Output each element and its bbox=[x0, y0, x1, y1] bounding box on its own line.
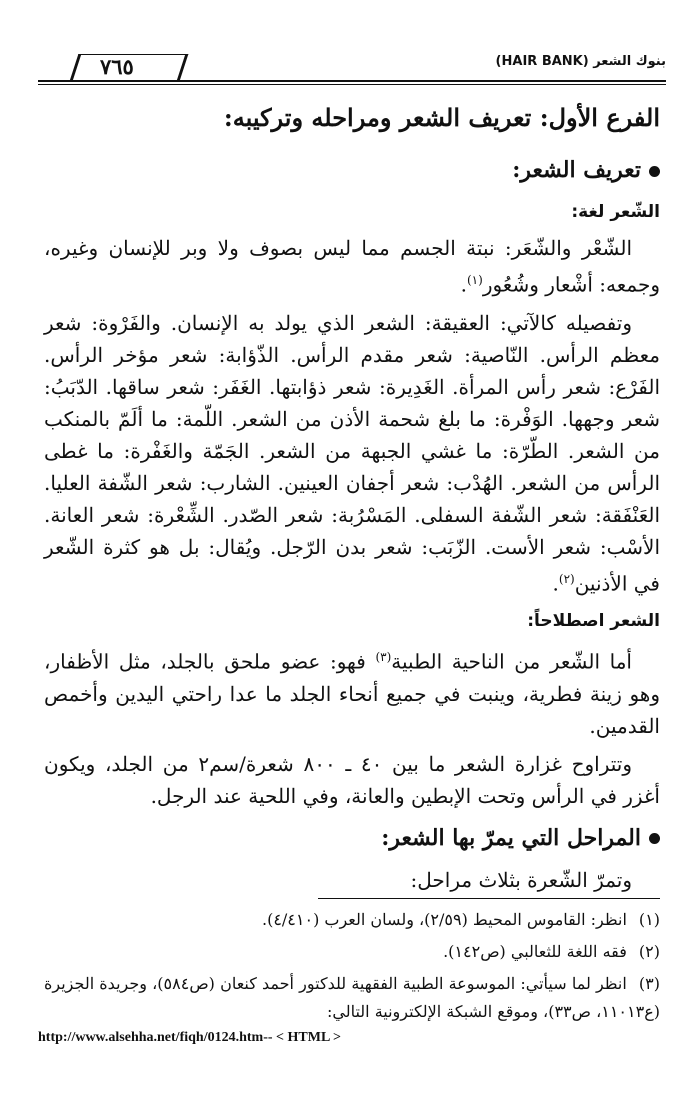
bullet-heading-text: تعريف الشعر: bbox=[512, 157, 641, 183]
footnote-number: (٢) bbox=[638, 942, 660, 961]
paragraph-stages-intro: وتمرّ الشّعرة بثلاث مراحل: bbox=[410, 867, 632, 892]
paragraph-hair-types: وتفصيله كالآتي: العقيقة: الشعر الذي يولد به الإنسان. والفَرْوة: شعر معظم الرأس. النّاصية: شعر مقدم الرأس. الذّؤابة: شعر مؤخر الرأس. الفَرْع: شعر رأس المرأة. الغَدِيرة: شعر ذؤابتها. الغَفَر: شعر ساقها. الدّبَبُ: شعر وجهها. الوَفْرة: ما بلغ شحمة الأذن من الشعر. اللّمة: ما ألَمّ بالمنكب من الشعر. الطّرّة: ما غشي الجبهة من الشعر. الجَمّة والغَفْرة: ما غطى الرأس من الشعر. الهُدْب: شعر أجفان العينين. الشارب: شعر الشّفة العليا. العَنْفَقة: شعر الشّفة السفلى. المَسْرُبة: شعر الصّدر. الشِّعْرة: شعر العانة. الأسْب: شعر الأست. الزّبَب: شعر بدن الرّجل. ويُقال: بل هو كثرة الشّعر في الأذنين$^{(٢)}$. bbox=[44, 310, 660, 596]
footnote-ref-1[interactable]: (١) bbox=[466, 273, 483, 287]
footnote-3 bbox=[44, 970, 660, 1026]
main-text bbox=[44, 96, 660, 902]
footnote-text: فقه اللغة للثعالبي (ص١٤٢). bbox=[443, 942, 627, 961]
page-number: ٧٦٥ bbox=[100, 54, 134, 79]
running-header bbox=[38, 52, 666, 82]
footnotes bbox=[44, 906, 660, 1030]
bullet-heading-definition bbox=[44, 150, 660, 190]
running-title: بنوك الشعر (HAIR BANK) bbox=[495, 54, 666, 69]
footnote-number: (١) bbox=[638, 910, 660, 929]
header-rule bbox=[38, 80, 666, 82]
footnote-text: انظر لما سيأتي: الموسوعة الطبية الفقهية للدكتور أحمد كنعان (ص٥٨٤)، وجريدة الجزيرة (ع١١٠١٣، ص٣٣)، وموقع الشبكة الإلكترونية التالي: bbox=[44, 974, 660, 1021]
paragraph-text: الشّعْر والشّعَر: نبتة الجسم مما ليس بصوف ولا وبر للإنسان وغيره، وجمعه: أشْعار وشُعُور bbox=[44, 236, 660, 297]
bullet-heading-stages bbox=[44, 818, 660, 858]
footnote-text: انظر: القاموس المحيط (٢/٥٩)، ولسان العرب (٤/٤١٠). bbox=[261, 910, 627, 929]
paragraph-text: أما الشّعر من الناحية الطبية bbox=[391, 649, 632, 674]
paragraph-text-cont: فهو: عضو ملحق بالجلد، مثل الأظفار، وهو زينة فطرية، وينبت في جميع أنحاء الجلد ما عدا راحتي اليدين وأخمص القدمين. bbox=[44, 649, 660, 738]
footnote-2 bbox=[44, 938, 660, 966]
footnote-number: (٣) bbox=[638, 974, 660, 993]
paragraph-density: وتتراوح غزارة الشعر ما بين ٤٠ ـ ٨٠٠ شعرة/سم٢ من الجلد، ويكون أغزر في الرأس وتحت الإبطين والعانة، وفي اللحية عند الرجل. bbox=[44, 751, 660, 808]
paragraph-linguistic-def: الشّعْر والشّعَر: نبتة الجسم مما ليس بصوف ولا وبر للإنسان وغيره، وجمعه: أشْعار وشُعُور$^{(١)}$. bbox=[44, 236, 660, 297]
subheading-linguistic: الشّعر لغة: bbox=[571, 202, 660, 222]
section-title: الفرع الأول: تعريف الشعر ومراحله وتركيبه: bbox=[223, 103, 660, 132]
bullet-icon bbox=[649, 166, 660, 177]
source-url[interactable]: http://www.alsehha.net/fiqh/0124.htm-- < HTML > bbox=[38, 1030, 341, 1045]
footnote-1 bbox=[44, 906, 660, 934]
paragraph-text: وتفصيله كالآتي: العقيقة: الشعر الذي يولد به الإنسان. والفَرْوة: شعر معظم الرأس. النّاصية: شعر مقدم الرأس. الذّؤابة: شعر مؤخر الرأس. الفَرْع: شعر رأس المرأة. الغَدِيرة: شعر ذؤابتها. الغَفَر: شعر ساقها. الدّبَبُ: شعر وجهها. الوَفْرة: ما بلغ شحمة الأذن من الشعر. اللّمة: ما ألَمّ بالمنكب من الشعر. الطّرّة: ما غشي الجبهة من الشعر. الجَمّة والغَفْرة: ما غطى الرأس من الشعر. الهُدْب: شعر أجفان العينين. الشارب: شعر الشّفة العليا. العَنْفَقة: شعر الشّفة السفلى. المَسْرُبة: شعر الصّدر. الشِّعْرة: شعر العانة. الأسْب: شعر الأست. الزّبَب: شعر بدن الرّجل. ويُقال: بل هو كثرة الشّعر في الأذنين bbox=[44, 310, 660, 596]
header-rule-thin bbox=[38, 84, 666, 85]
subheading-technical: الشعر اصطلاحاً: bbox=[527, 611, 660, 632]
footnote-separator bbox=[318, 898, 660, 899]
footnote-ref-2[interactable]: (٢) bbox=[558, 571, 575, 586]
paragraph-medical-def bbox=[44, 641, 660, 742]
footnote-ref-3[interactable]: (٣) bbox=[375, 650, 392, 665]
bullet-icon bbox=[649, 833, 660, 844]
bullet-heading-text: المراحل التي يمرّ بها الشعر: bbox=[381, 824, 641, 851]
